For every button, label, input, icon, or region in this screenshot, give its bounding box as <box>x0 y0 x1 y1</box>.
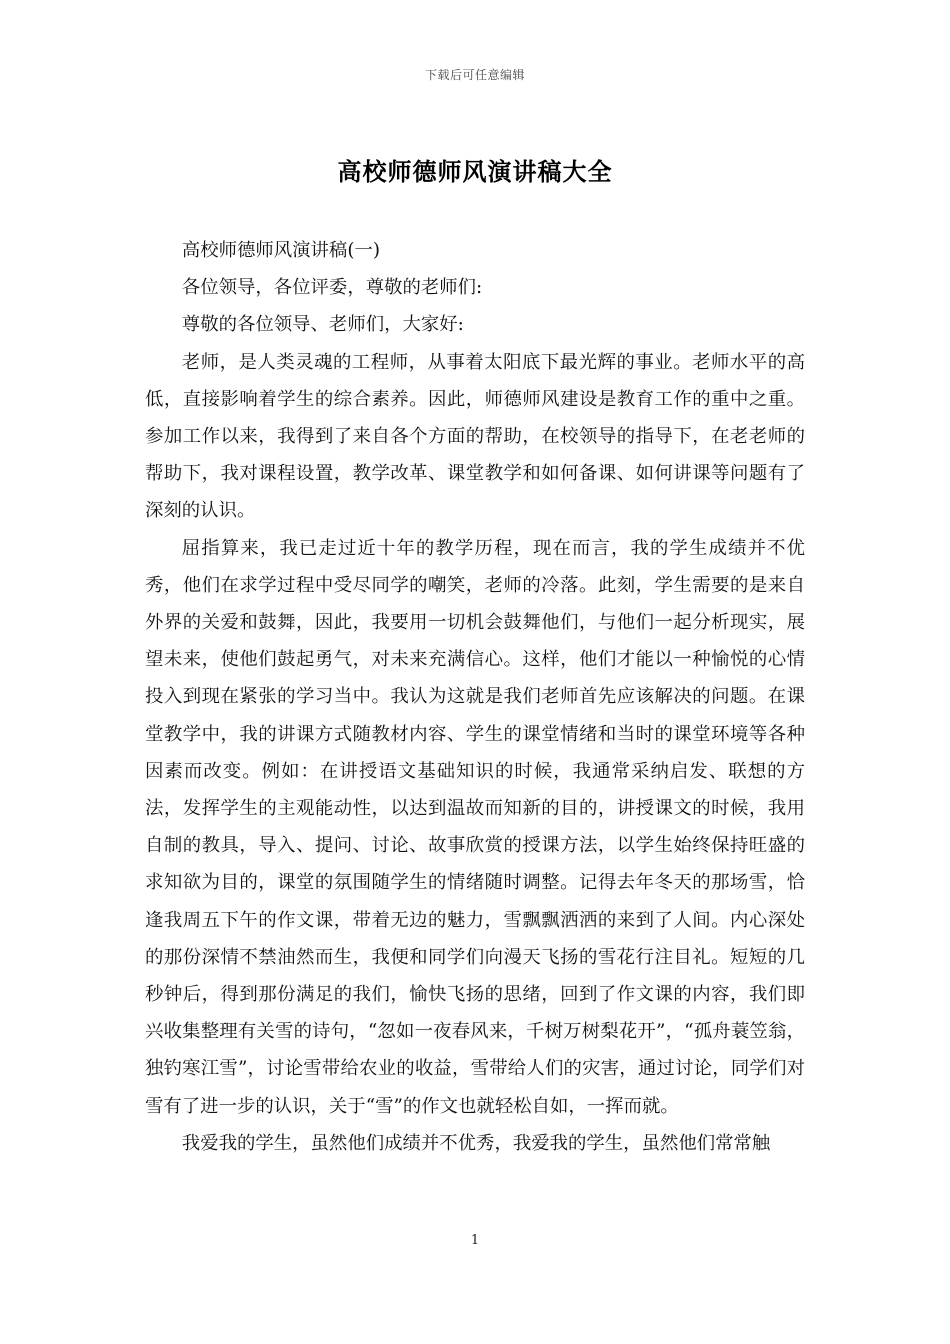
paragraph-subtitle: 高校师德师风演讲稿(一) <box>181 240 381 261</box>
paragraph-salutation-2: 尊敬的各位领导、老师们，大家好: <box>181 314 464 336</box>
paragraph-salutation-1: 各位领导，各位评委，尊敬的老师们: <box>181 277 483 299</box>
document-title: 高校师德师风演讲稿大全 <box>337 157 613 186</box>
header-note: 下载后可任意编辑 <box>424 68 525 82</box>
paragraph-body-1: 老师，是人类灵魂的工程师，从事着太阳底下最光辉的事业。老师水平的高低，直接影响着学生的综合素养。因此，师德师风建设是教育工作的重中之重。参加工作以来，我得到了来自各个方面的帮助，在校领导的指导下，在老老师的帮助下，我对课程设置，教学改革、课堂教学和如何备课、如何讲课等问题有了深刻的认识。 <box>145 351 805 522</box>
paragraph-body-3: 我爱我的学生，虽然他们成绩并不优秀，我爱我的学生，虽然他们常常触 <box>181 1132 771 1154</box>
document-body <box>145 232 805 1162</box>
paragraph-body-2: 屈指算来，我已走过近十年的教学历程，现在而言，我的学生成绩并不优秀，他们在求学过程中受尽同学的嘲笑，老师的冷落。此刻，学生需要的是来自外界的关爱和鼓舞，因此，我要用一切机会鼓舞他们，与他们一起分析现实，展望未来，使他们鼓起勇气，对未来充满信心。这样，他们才能以一种愉悦的心情投入到现在紧张的学习当中。我认为这就是我们老师首先应该解决的问题。在课堂教学中，我的讲课方式随教材内容、学生的课堂情绪和当时的课堂环境等各种因素而改变。例如：在讲授语文基础知识的时候，我通常采纳启发、联想的方法，发挥学生的主观能动性，以达到温故而知新的目的，讲授课文的时候，我用自制的教具，导入、提问、讨论、故事欣赏的授课方法，以学生始终保持旺盛的求知欲为目的，课堂的氛围随学生的情绪随时调整。记得去年冬天的那场雪，恰逢我周五下午的作文课，带着无边的魅力，雪飘飘洒洒的来到了人间。内心深处的那份深情不禁油然而生，我便和同学们向漫天飞扬的雪花行注目礼。短短的几秒钟后，得到那份满足的我们，愉快飞扬的思绪，回到了作文课的内容，我们即兴收集整理有关雪的诗句，“忽如一夜春风来，千树万树梨花开”，“孤舟蓑笠翁，独钓寒江雪”，讨论雪带给农业的收益，雪带给人们的灾害，通过讨论，同学们对雪有了进一步的认识，关于“雪”的作文也就轻松自如，一挥而就。 <box>145 537 805 1117</box>
page-number: 1 <box>470 1233 480 1248</box>
